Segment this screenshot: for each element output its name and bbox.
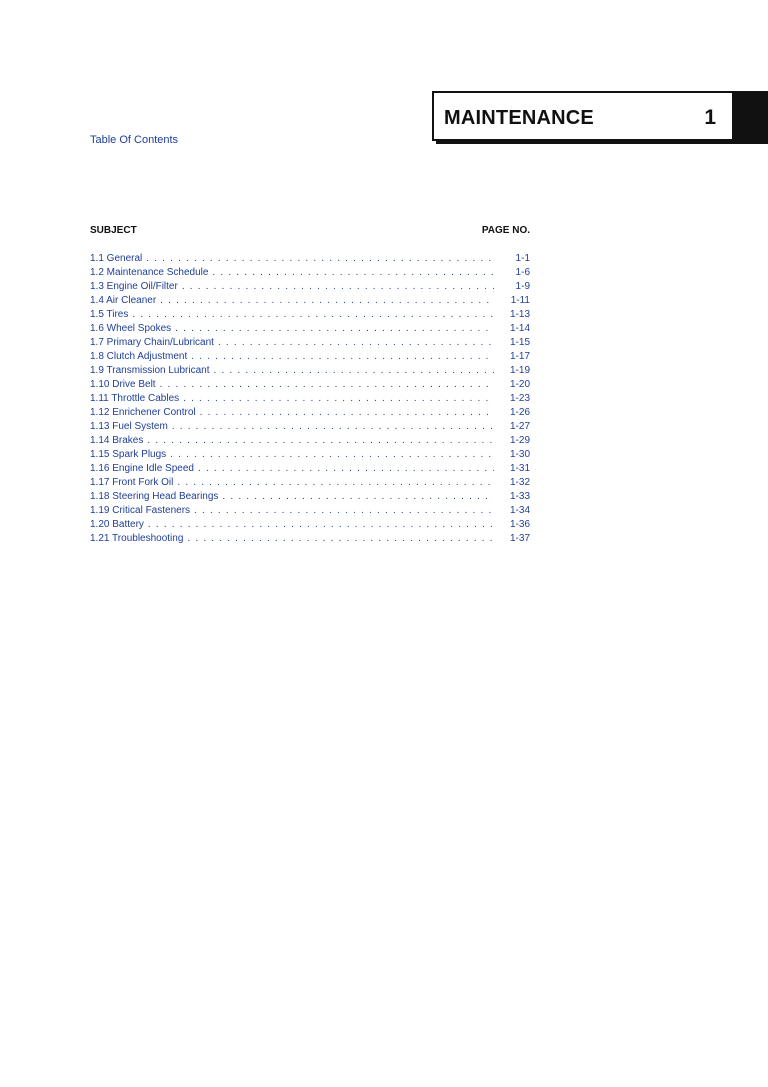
toc-entry-page: 1-30 xyxy=(509,449,530,460)
toc-entry-label: 1.13 Fuel System xyxy=(90,421,168,432)
page-number-heading: PAGE NO. xyxy=(481,225,530,236)
toc-entry-front-fork-oil[interactable] xyxy=(90,476,530,490)
toc-entry-spark-plugs[interactable] xyxy=(90,448,530,462)
toc-entry-steering-head-bearings[interactable] xyxy=(90,490,530,504)
toc-entry-page: 1-19 xyxy=(509,365,530,376)
toc-entry-page: 1-11 xyxy=(510,295,530,306)
toc-entry-page: 1-34 xyxy=(509,505,530,516)
toc-entry-label: 1.9 Transmission Lubricant xyxy=(90,365,210,376)
toc-entry-battery[interactable] xyxy=(90,518,530,532)
toc-entry-page: 1-17 xyxy=(509,351,530,362)
toc-entry-label: 1.21 Troubleshooting xyxy=(90,533,184,544)
dot-leader xyxy=(194,504,494,518)
toc-entry-label: 1.7 Primary Chain/Lubricant xyxy=(90,337,214,348)
dot-leader xyxy=(172,420,494,434)
chapter-header xyxy=(432,91,732,141)
toc-entry-clutch-adjustment[interactable] xyxy=(90,350,530,364)
dot-leader xyxy=(146,252,494,266)
toc-entry-page: 1-1 xyxy=(515,253,530,264)
column-headers xyxy=(90,225,530,236)
toc-entry-page: 1-6 xyxy=(515,267,530,278)
toc-entry-page: 1-20 xyxy=(509,379,530,390)
dot-leader xyxy=(132,308,494,322)
toc-entry-label: 1.16 Engine Idle Speed xyxy=(90,463,194,474)
dot-leader xyxy=(175,322,494,336)
dot-leader xyxy=(177,476,494,490)
toc-entry-page: 1-9 xyxy=(515,281,530,292)
toc-entry-page: 1-27 xyxy=(509,421,530,432)
toc-entry-page: 1-31 xyxy=(509,463,530,474)
dot-leader xyxy=(191,350,494,364)
toc-entry-label: 1.11 Throttle Cables xyxy=(90,393,180,404)
toc-entry-page: 1-14 xyxy=(509,323,530,334)
toc-entry-label: 1.12 Enrichener Control xyxy=(90,407,196,418)
toc-entry-label: 1.19 Critical Fasteners xyxy=(90,505,191,516)
toc-entry-wheel-spokes[interactable] xyxy=(90,322,530,336)
toc-entry-engine-idle-speed[interactable] xyxy=(90,462,530,476)
dot-leader xyxy=(160,378,494,392)
toc-entry-transmission-lubricant[interactable] xyxy=(90,364,530,378)
toc-entry-label: 1.17 Front Fork Oil xyxy=(90,477,174,488)
toc-entry-page: 1-33 xyxy=(509,491,530,502)
toc-entry-drive-belt[interactable] xyxy=(90,378,530,392)
dot-leader xyxy=(160,294,494,308)
toc-entry-maintenance-schedule[interactable] xyxy=(90,266,530,280)
toc-entry-label: 1.2 Maintenance Schedule xyxy=(90,267,209,278)
toc-entry-page: 1-15 xyxy=(509,337,530,348)
toc-entry-page: 1-29 xyxy=(509,435,530,446)
dot-leader xyxy=(212,266,494,280)
toc-entry-throttle-cables[interactable] xyxy=(90,392,530,406)
dot-leader xyxy=(182,280,494,294)
chapter-number: 1 xyxy=(704,106,716,129)
toc-entry-label: 1.14 Brakes xyxy=(90,435,144,446)
toc-entry-label: 1.15 Spark Plugs xyxy=(90,449,167,460)
toc-entry-engine-oil-filter[interactable] xyxy=(90,280,530,294)
dot-leader xyxy=(218,336,494,350)
chapter-title: MAINTENANCE xyxy=(444,107,594,129)
toc-entry-label: 1.4 Air Cleaner xyxy=(90,295,157,306)
toc-entry-primary-chain[interactable] xyxy=(90,336,530,350)
toc-list xyxy=(90,252,530,546)
toc-entry-air-cleaner[interactable] xyxy=(90,294,530,308)
chapter-tab-marker xyxy=(732,91,768,144)
dot-leader xyxy=(148,518,494,532)
dot-leader xyxy=(147,434,494,448)
toc-entry-troubleshooting[interactable] xyxy=(90,532,530,546)
toc-entry-label: 1.10 Drive Belt xyxy=(90,379,156,390)
dot-leader xyxy=(198,462,494,476)
toc-entry-label: 1.3 Engine Oil/Filter xyxy=(90,281,178,292)
table-of-contents-link[interactable]: Table Of Contents xyxy=(90,134,179,146)
dot-leader xyxy=(200,406,494,420)
toc-entry-page: 1-37 xyxy=(509,533,530,544)
toc-entry-page: 1-32 xyxy=(509,477,530,488)
toc-entry-label: 1.20 Battery xyxy=(90,519,144,530)
toc-entry-page: 1-36 xyxy=(509,519,530,530)
toc-entry-label: 1.1 General xyxy=(90,253,143,264)
toc-entry-page: 1-23 xyxy=(509,393,530,404)
toc-entry-label: 1.8 Clutch Adjustment xyxy=(90,351,188,362)
dot-leader xyxy=(214,364,494,378)
dot-leader xyxy=(183,392,494,406)
toc-entry-label: 1.5 Tires xyxy=(90,309,129,320)
toc-entry-brakes[interactable] xyxy=(90,434,530,448)
subject-heading: SUBJECT xyxy=(90,225,137,236)
toc-entry-general[interactable] xyxy=(90,252,530,266)
dot-leader xyxy=(187,532,494,546)
toc-entry-page: 1-13 xyxy=(509,309,530,320)
toc-entry-page: 1-26 xyxy=(509,407,530,418)
toc-entry-critical-fasteners[interactable] xyxy=(90,504,530,518)
dot-leader xyxy=(170,448,494,462)
dot-leader xyxy=(222,490,494,504)
toc-entry-fuel-system[interactable] xyxy=(90,420,530,434)
toc-entry-label: 1.18 Steering Head Bearings xyxy=(90,491,219,502)
toc-entry-tires[interactable] xyxy=(90,308,530,322)
toc-entry-label: 1.6 Wheel Spokes xyxy=(90,323,172,334)
toc-entry-enrichener-control[interactable] xyxy=(90,406,530,420)
